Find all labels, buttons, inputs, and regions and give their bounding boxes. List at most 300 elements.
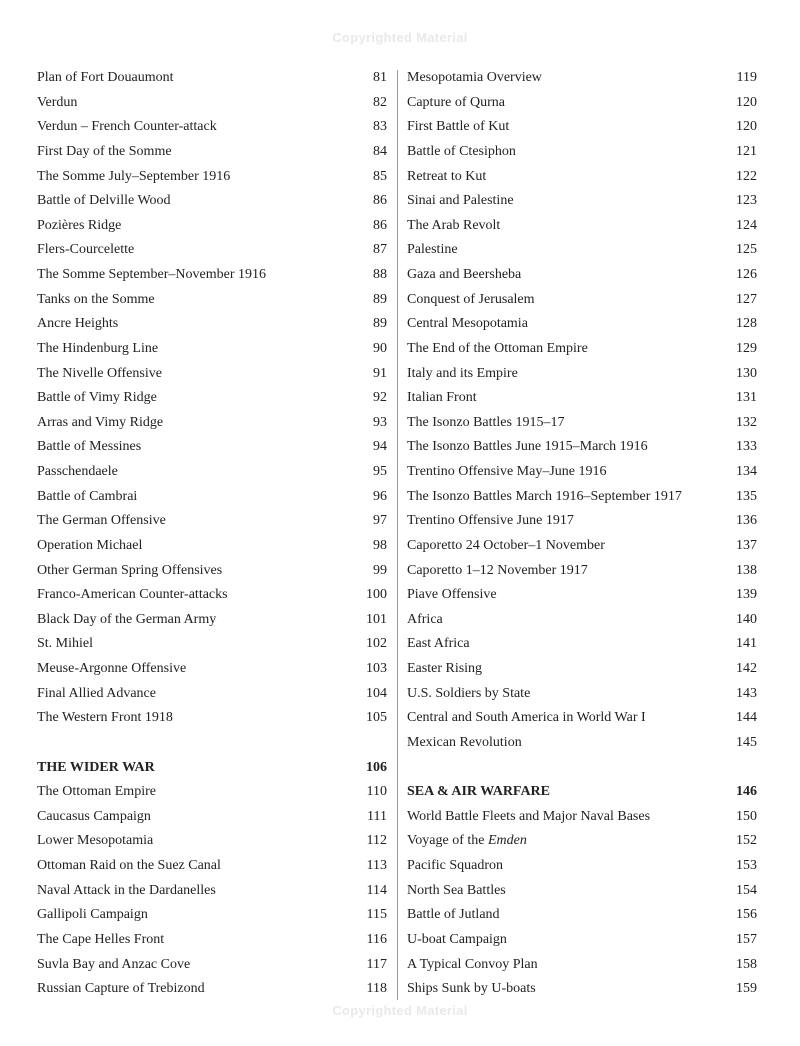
entry-title-text: Battle of Cambrai: [37, 488, 138, 504]
toc-entry: [407, 657, 757, 682]
page-number: 87: [373, 242, 387, 258]
toc-entry: [37, 189, 387, 214]
page-number: 156: [736, 907, 757, 923]
toc-entry: [407, 140, 757, 165]
page-number: 114: [366, 882, 387, 898]
toc-entry: [37, 657, 387, 682]
entry-title: [407, 706, 646, 731]
page-number: 86: [373, 217, 387, 233]
entry-title: [407, 608, 443, 633]
toc-entry: [407, 362, 757, 387]
entry-title: [407, 362, 518, 387]
page-number: 91: [373, 365, 387, 381]
entry-title: [37, 288, 155, 313]
section-title: [37, 756, 155, 781]
entry-title-text: Battle of Delville Wood: [37, 193, 171, 209]
entry-title: [37, 854, 221, 879]
page-number: 89: [373, 291, 387, 307]
entry-title: [37, 411, 163, 436]
page-number: 133: [736, 439, 757, 455]
entry-title: [37, 928, 164, 953]
entry-title: [407, 805, 650, 830]
entry-title-text: Other German Spring Offensives: [37, 562, 223, 578]
entry-title-text: The Hindenburg Line: [37, 340, 159, 356]
page-number: 123: [736, 193, 757, 209]
entry-title-text: North Sea Battles: [407, 882, 506, 898]
entry-title: [37, 829, 153, 854]
entry-title-text: Retreat to Kut: [407, 168, 487, 184]
page-number: 124: [736, 217, 757, 233]
entry-title-text: Black Day of the German Army: [37, 611, 217, 627]
entry-title-text: First Battle of Kut: [407, 119, 510, 135]
entry-title-text: SEA & AIR WARFARE: [407, 784, 551, 800]
toc-entry: [37, 165, 387, 190]
entry-title-text: Naval Attack in the Dardanelles: [37, 882, 216, 898]
toc-entry: [407, 928, 757, 953]
page-number: 89: [373, 316, 387, 332]
entry-title-text: Gallipoli Campaign: [37, 907, 148, 923]
entry-title-text: A Typical Convoy Plan: [407, 956, 538, 972]
entry-title: [407, 189, 514, 214]
page-number: 113: [366, 858, 387, 873]
entry-title-text: Italian Front: [407, 390, 477, 406]
toc-entry: [37, 66, 387, 91]
entry-title-text: Passchendaele: [37, 464, 118, 479]
entry-title: [37, 657, 186, 682]
page-number: 121: [736, 143, 757, 159]
page-number: 99: [373, 562, 387, 578]
entry-title: [407, 903, 500, 928]
page-number: 82: [373, 94, 387, 110]
entry-title-text: Verdun: [37, 94, 78, 110]
toc-entry: [37, 312, 387, 337]
page-number: 135: [736, 488, 757, 504]
page-number: 154: [736, 882, 757, 898]
page-number: 159: [736, 981, 757, 997]
page-number: 100: [366, 587, 387, 603]
entry-title-text: Piave Offensive: [407, 587, 497, 603]
page-number: 111: [367, 808, 387, 824]
entry-title: [37, 780, 156, 805]
toc-spacer: [407, 756, 757, 781]
watermark-bottom: Copyrighted Material: [332, 1003, 468, 1018]
page-number: 98: [373, 537, 387, 553]
entry-title-text: Suvla Bay and Anzac Cove: [37, 956, 191, 972]
page-number: 139: [736, 587, 757, 603]
toc-entry: [407, 559, 757, 584]
page-number: 103: [366, 661, 387, 676]
toc-entry: [37, 411, 387, 436]
toc-entry: [407, 632, 757, 657]
entry-title-text: Lower Mesopotamia: [37, 833, 154, 849]
page-number: 86: [373, 193, 387, 209]
entry-title: [37, 485, 137, 510]
entry-title-text: The Somme July–September 1916: [37, 168, 231, 184]
entry-title: [407, 91, 505, 116]
toc-entry: [37, 534, 387, 559]
toc-entry: [407, 682, 757, 707]
entry-title-text: The Western Front 1918: [37, 710, 173, 726]
entry-title: [37, 238, 134, 263]
entry-title: [37, 460, 118, 485]
toc-entry: [37, 632, 387, 657]
toc-entry: [37, 238, 387, 263]
entry-title: [37, 140, 172, 165]
toc-entry: [37, 140, 387, 165]
toc-entry: [37, 953, 387, 978]
page-number: 81: [373, 70, 387, 85]
page-number: 143: [736, 685, 757, 701]
entry-title-text: The German Offensive: [37, 513, 166, 529]
page-number: 125: [736, 242, 757, 258]
page-number: 92: [373, 390, 387, 406]
toc-entry: [407, 189, 757, 214]
page-number: 132: [736, 414, 757, 430]
toc-entry: [407, 66, 757, 91]
page-number: 142: [736, 661, 757, 676]
entry-title-text: Verdun – French Counter-attack: [37, 119, 217, 135]
toc-entry: [37, 509, 387, 534]
page-number: 140: [736, 611, 757, 627]
toc-section-heading: [37, 756, 387, 781]
toc-entry: [407, 238, 757, 263]
toc-entry: [407, 706, 757, 731]
page-number: 144: [736, 710, 757, 726]
entry-title: [407, 263, 521, 288]
page-number: 136: [736, 513, 757, 529]
page-number: 145: [736, 734, 757, 750]
toc-entry: [37, 460, 387, 485]
toc-entry: [407, 608, 757, 633]
entry-title-text: Mesopotamia Overview: [407, 70, 542, 85]
entry-title: [407, 928, 507, 953]
page-number: 112: [366, 833, 387, 849]
entry-title: [37, 534, 142, 559]
entry-title: [37, 879, 216, 904]
entry-title-text: Russian Capture of Trebizond: [37, 981, 205, 997]
entry-title: [37, 115, 217, 140]
entry-title-text: The Isonzo Battles 1915–17: [407, 414, 565, 430]
entry-title-text: First Day of the Somme: [37, 143, 172, 159]
page-number: 94: [373, 439, 387, 455]
toc-entry: [37, 706, 387, 731]
entry-title: [407, 977, 536, 1002]
page-number: 120: [736, 119, 757, 135]
entry-title-text: Meuse-Argonne Offensive: [37, 661, 187, 676]
entry-title-text: Battle of Ctesiphon: [407, 143, 516, 159]
toc-entry: [407, 805, 757, 830]
page-number: 119: [736, 70, 757, 85]
entry-title: [37, 632, 93, 657]
page-number: 126: [736, 267, 757, 282]
page-number: 129: [736, 340, 757, 356]
page-number: 83: [373, 119, 387, 135]
entry-title-text: Easter Rising: [407, 661, 483, 676]
page-number: 85: [373, 168, 387, 184]
toc-entry: [407, 854, 757, 879]
entry-title: [37, 682, 156, 707]
entry-title: [407, 829, 527, 854]
page-number: 120: [736, 94, 757, 110]
entry-title: [407, 632, 470, 657]
entry-title-text: Central and South America in World War I: [407, 710, 646, 726]
toc-entry: [407, 509, 757, 534]
entry-title: [407, 386, 477, 411]
entry-title: [37, 66, 174, 91]
entry-title: [407, 731, 522, 756]
page-number: 118: [366, 981, 387, 997]
toc-entry: [37, 682, 387, 707]
entry-title: [407, 485, 682, 510]
toc-entry: [407, 879, 757, 904]
entry-title: [407, 312, 528, 337]
entry-title: [407, 460, 607, 485]
entry-title-text: The Isonzo Battles March 1916–September 1917: [407, 488, 682, 504]
entry-title: [37, 214, 121, 239]
entry-title: [37, 189, 171, 214]
toc-entry: [37, 337, 387, 362]
toc-entry: [407, 485, 757, 510]
toc-entry: [37, 559, 387, 584]
page-number: 134: [736, 464, 757, 479]
entry-title: [407, 682, 530, 707]
page-number: 128: [736, 316, 757, 332]
page-number: 104: [366, 685, 387, 701]
entry-title: [407, 140, 516, 165]
toc-entry: [37, 214, 387, 239]
toc-entry: [407, 583, 757, 608]
toc-entry: [407, 312, 757, 337]
page-number: 101: [366, 611, 387, 627]
toc-entry: [37, 608, 387, 633]
entry-title: [37, 165, 230, 190]
toc-entry: [407, 534, 757, 559]
entry-title: [37, 608, 216, 633]
entry-title-text: Capture of Qurna: [407, 94, 505, 110]
toc-entry: [37, 583, 387, 608]
entry-title-text: Battle of Vimy Ridge: [37, 390, 157, 406]
entry-title-text: Pacific Squadron: [407, 858, 504, 873]
entry-title-text: Caporetto 24 October–1 November: [407, 537, 605, 553]
page-number: 137: [736, 537, 757, 553]
toc-entry: [37, 362, 387, 387]
entry-title-text: Battle of Jutland: [407, 907, 500, 923]
toc-entry: [407, 165, 757, 190]
entry-title: [37, 977, 205, 1002]
entry-title-text: Voyage of the: [407, 833, 488, 849]
entry-title-text: The Arab Revolt: [407, 217, 501, 233]
entry-title: [37, 953, 190, 978]
entry-title-text: U.S. Soldiers by State: [407, 685, 531, 701]
entry-title-text: Italy and its Empire: [407, 365, 518, 381]
page-number: 116: [366, 931, 387, 947]
entry-title: [407, 66, 542, 91]
entry-title-text: Tanks on the Somme: [37, 291, 155, 307]
entry-title-text: Franco-American Counter-attacks: [37, 587, 228, 603]
entry-title-text: East Africa: [407, 636, 470, 652]
page-number: 138: [736, 562, 757, 578]
toc-entry: [407, 91, 757, 116]
toc-right-column: [407, 66, 757, 1002]
entry-title: [407, 657, 482, 682]
page-number: 88: [373, 267, 387, 282]
page-number: 146: [736, 784, 757, 800]
page-number: 150: [736, 808, 757, 824]
page-number: 130: [736, 365, 757, 381]
toc-entry: [37, 879, 387, 904]
entry-title-text: Gaza and Beersheba: [407, 267, 522, 282]
entry-title-text: Trentino Offensive May–June 1916: [407, 464, 607, 479]
entry-title-text: Arras and Vimy Ridge: [37, 414, 164, 430]
toc-entry: [37, 805, 387, 830]
page-number: 110: [366, 784, 387, 800]
toc-entry: [37, 485, 387, 510]
entry-title-text: Mexican Revolution: [407, 734, 522, 750]
toc-entry: [37, 903, 387, 928]
toc-entry: [407, 903, 757, 928]
entry-title-text: The Ottoman Empire: [37, 784, 156, 800]
entry-title: [37, 559, 222, 584]
entry-title: [37, 903, 148, 928]
page-number: 122: [736, 168, 757, 184]
entry-title-text: Caporetto 1–12 November 1917: [407, 562, 588, 578]
page-number: 157: [736, 931, 757, 947]
entry-title-text: Flers-Courcelette: [37, 242, 135, 258]
entry-title: [407, 953, 538, 978]
entry-title-text: U-boat Campaign: [407, 931, 507, 947]
entry-title: [407, 854, 503, 879]
page-number: 90: [373, 340, 387, 356]
toc-entry: [37, 780, 387, 805]
toc-entry: [37, 288, 387, 313]
toc-entry: [407, 386, 757, 411]
page-number: 102: [366, 636, 387, 652]
toc-entry: [37, 829, 387, 854]
page-number: 152: [736, 833, 757, 849]
page-number: 95: [373, 464, 387, 479]
toc-entry: [407, 411, 757, 436]
entry-title-text: Trentino Offensive June 1917: [407, 513, 574, 529]
entry-title-text: The Somme September–November 1916: [37, 267, 267, 282]
entry-title-italic: Emden: [488, 833, 527, 849]
toc-entry: [407, 731, 757, 756]
entry-title: [37, 263, 266, 288]
toc-entry: [407, 435, 757, 460]
entry-title-text: St. Mihiel: [37, 636, 94, 652]
entry-title: [407, 534, 605, 559]
page-number: 115: [366, 907, 387, 923]
entry-title: [407, 214, 500, 239]
toc-entry: [407, 977, 757, 1002]
toc-entry: [407, 115, 757, 140]
toc-entry: [37, 386, 387, 411]
page-number: 127: [736, 291, 757, 307]
entry-title: [407, 337, 588, 362]
entry-title: [407, 165, 486, 190]
entry-title-text: Pozières Ridge: [37, 217, 122, 233]
entry-title-text: The End of the Ottoman Empire: [407, 340, 588, 356]
entry-title-text: Conquest of Jerusalem: [407, 291, 535, 307]
entry-title: [37, 583, 228, 608]
entry-title: [407, 288, 535, 313]
entry-title-text: The Isonzo Battles June 1915–March 1916: [407, 439, 648, 455]
entry-title-text: The Nivelle Offensive: [37, 365, 162, 381]
entry-title: [407, 559, 588, 584]
toc-spacer: [37, 731, 387, 756]
entry-title: [407, 115, 509, 140]
entry-title: [407, 879, 506, 904]
entry-title: [37, 362, 162, 387]
entry-title-text: Plan of Fort Douaumont: [37, 70, 174, 85]
entry-title: [37, 386, 157, 411]
entry-title: [37, 312, 118, 337]
toc-entry: [407, 460, 757, 485]
entry-title-text: World Battle Fleets and Major Naval Bases: [407, 808, 651, 824]
toc-entry: [37, 263, 387, 288]
page-number: 105: [366, 710, 387, 726]
entry-title: [37, 805, 151, 830]
page-number: 84: [373, 143, 387, 159]
entry-title-text: THE WIDER WAR: [37, 759, 155, 775]
toc-entry: [407, 263, 757, 288]
section-title: [407, 780, 550, 805]
entry-title: [407, 238, 458, 263]
page-number: 96: [373, 488, 387, 504]
entry-title: [37, 337, 158, 362]
toc-left-column: [37, 66, 387, 1002]
entry-title-text: Final Allied Advance: [37, 685, 156, 701]
toc-entry: [37, 115, 387, 140]
page-number: 117: [366, 956, 387, 972]
entry-title: [37, 91, 77, 116]
toc-entry: [407, 829, 757, 854]
toc-entry: [37, 854, 387, 879]
entry-title: [407, 509, 574, 534]
entry-title: [37, 509, 166, 534]
entry-title-text: Ships Sunk by U-boats: [407, 981, 536, 997]
toc-entry: [37, 977, 387, 1002]
entry-title: [407, 411, 564, 436]
entry-title-text: Operation Michael: [37, 537, 143, 553]
toc-entry: [37, 91, 387, 116]
toc-entry: [37, 928, 387, 953]
column-divider: [397, 70, 398, 1000]
watermark-top: Copyrighted Material: [332, 30, 468, 45]
page-number: 106: [366, 759, 387, 775]
entry-title-text: Africa: [407, 611, 443, 627]
entry-title-text: Caucasus Campaign: [37, 808, 151, 824]
entry-title: [407, 435, 648, 460]
entry-title-text: Palestine: [407, 242, 458, 258]
entry-title-text: Central Mesopotamia: [407, 316, 528, 332]
page-number: 131: [736, 390, 757, 406]
entry-title-text: Sinai and Palestine: [407, 193, 514, 209]
page-number: 141: [736, 636, 757, 652]
entry-title-text: Ottoman Raid on the Suez Canal: [37, 858, 221, 873]
toc-entry: [407, 953, 757, 978]
entry-title: [37, 706, 173, 731]
page-number: 153: [736, 858, 757, 873]
entry-title-text: Battle of Messines: [37, 439, 142, 455]
toc-entry: [407, 337, 757, 362]
entry-title: [37, 435, 141, 460]
toc-entry: [407, 288, 757, 313]
page-number: 97: [373, 513, 387, 529]
entry-title: [407, 583, 497, 608]
toc-section-heading: [407, 780, 757, 805]
toc-entry: [37, 435, 387, 460]
toc-entry: [407, 214, 757, 239]
